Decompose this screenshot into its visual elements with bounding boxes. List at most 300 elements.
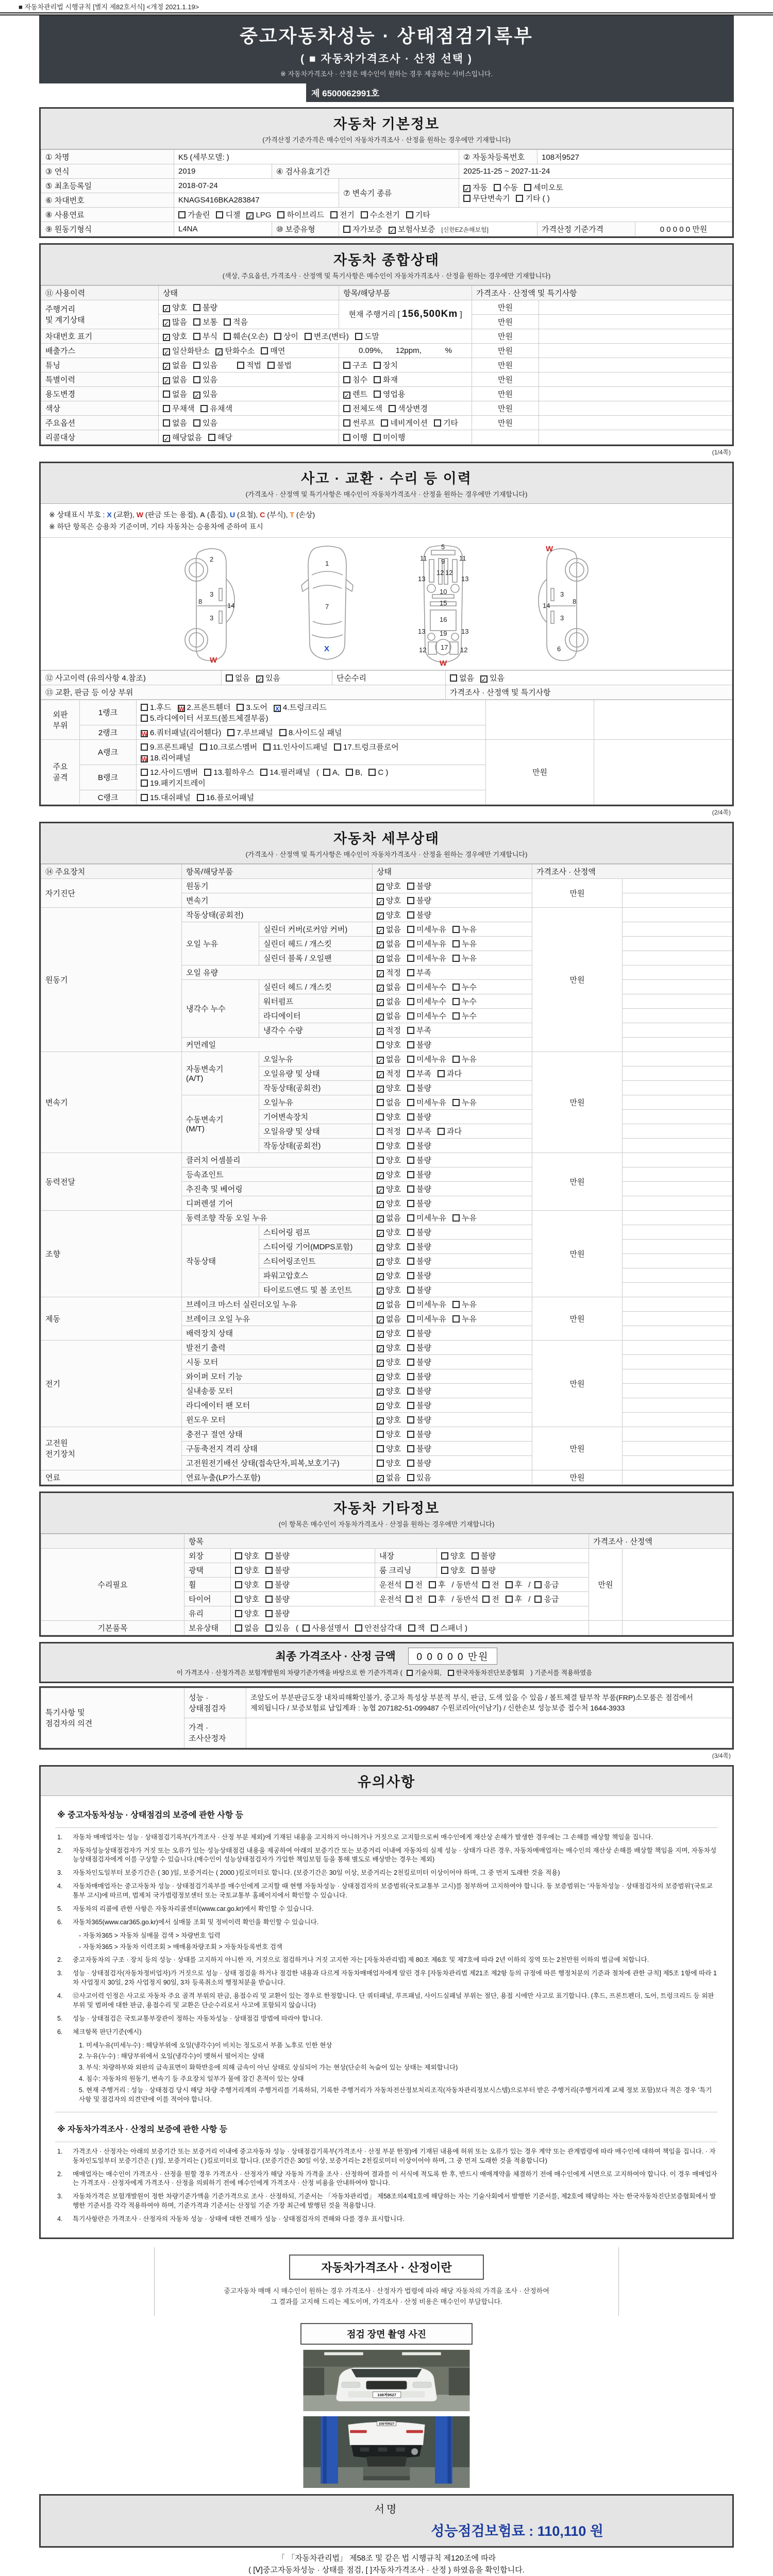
checkbox-label: 있음 (202, 361, 217, 370)
simple-repair-label: 단순수리 (332, 670, 446, 685)
checkbox-option (200, 741, 257, 752)
checkbox[interactable] (431, 1624, 438, 1632)
checkbox[interactable] (407, 1128, 414, 1135)
checkbox-option (524, 182, 563, 193)
checkbox[interactable] (407, 1387, 414, 1395)
checkbox[interactable] (305, 333, 312, 340)
checkbox[interactable] (224, 333, 231, 340)
checkbox[interactable] (452, 984, 460, 991)
checkbox[interactable] (193, 376, 200, 383)
checkbox[interactable] (235, 1581, 242, 1588)
checkbox[interactable] (408, 1624, 415, 1632)
checkbox[interactable] (200, 743, 207, 751)
checkbox-label: 구조 (352, 361, 367, 370)
inline-text: / 동반석 (451, 1595, 479, 1604)
checkbox[interactable] (407, 1243, 414, 1250)
checkbox[interactable] (452, 1012, 460, 1020)
checkbox[interactable]: ✓ (378, 1057, 383, 1064)
checkbox[interactable] (141, 704, 148, 711)
checkbox[interactable] (407, 897, 414, 904)
checkbox[interactable] (141, 743, 148, 751)
checkbox[interactable]: ✓ (378, 1287, 383, 1295)
checkbox[interactable]: ✓ (378, 1172, 383, 1180)
checkbox[interactable] (265, 1624, 273, 1632)
checkbox[interactable] (429, 1581, 436, 1588)
checkbox[interactable] (407, 1113, 414, 1121)
checkbox-label: 안전삼각대 (364, 1623, 402, 1633)
checkbox[interactable] (163, 405, 170, 412)
checkbox[interactable] (407, 1185, 414, 1193)
checkbox[interactable] (208, 434, 215, 441)
checkbox[interactable] (303, 1624, 310, 1632)
checkbox[interactable] (472, 1567, 479, 1574)
checkbox[interactable]: ✓ (378, 912, 383, 920)
checkbox[interactable] (429, 1596, 436, 1603)
checkbox[interactable]: ✓ (378, 1360, 383, 1367)
checkbox[interactable] (407, 1431, 414, 1438)
checkbox[interactable] (389, 405, 396, 412)
checkbox-label: 렌트 (352, 389, 367, 399)
checkbox[interactable] (438, 1070, 445, 1077)
checkbox[interactable]: X (274, 705, 281, 712)
checkbox[interactable]: ✓ (378, 1331, 383, 1338)
checkbox[interactable] (163, 419, 170, 427)
checkbox[interactable] (407, 1402, 414, 1409)
checkbox[interactable] (406, 1596, 413, 1603)
checkbox[interactable] (346, 769, 353, 776)
checkbox-option (377, 981, 401, 992)
checkbox[interactable] (438, 1128, 445, 1135)
checkbox[interactable] (407, 1474, 414, 1481)
checkbox[interactable] (377, 1099, 384, 1106)
checkbox[interactable] (377, 1128, 384, 1135)
checkbox-label: 없음 (459, 673, 474, 683)
checkbox[interactable] (407, 1301, 414, 1308)
col-item-part: 항목/해당부품 (182, 864, 373, 878)
checkbox[interactable]: ✓ (378, 1345, 383, 1353)
checkbox[interactable] (267, 362, 275, 369)
checkbox[interactable] (407, 1214, 414, 1222)
checkbox[interactable]: W (142, 755, 148, 763)
checkbox[interactable] (407, 1012, 414, 1020)
checkbox[interactable]: ✓ (378, 1316, 383, 1324)
checkbox[interactable]: ✓ (481, 675, 487, 683)
checkbox[interactable] (407, 1070, 414, 1077)
checkbox[interactable] (204, 769, 211, 776)
checkbox[interactable] (224, 318, 231, 326)
checkbox[interactable]: ✓ (378, 1028, 383, 1036)
checkbox[interactable] (377, 1445, 384, 1452)
checkbox[interactable]: ✓ (378, 941, 383, 949)
checkbox-label: 4.트렁크리드 (282, 703, 327, 712)
checkbox-label: 불량 (416, 1401, 431, 1410)
checkbox[interactable] (265, 1567, 273, 1574)
checkbox-option (163, 417, 187, 428)
repair-needed-label: 수리필요 (41, 1548, 184, 1620)
checkbox-label: 부식 (202, 332, 217, 341)
checkbox[interactable]: ✓ (164, 305, 170, 313)
checkbox-label: 이행 (352, 433, 367, 442)
checkbox[interactable] (448, 1670, 454, 1676)
checkbox[interactable] (434, 419, 441, 427)
checkbox[interactable]: ✓ (378, 898, 383, 906)
checkbox-label: 불량 (416, 1358, 431, 1367)
checkbox[interactable] (407, 1041, 414, 1048)
checkbox[interactable] (407, 1272, 414, 1279)
rank-label: 1랭크 (80, 700, 137, 725)
checkbox[interactable] (193, 362, 200, 369)
checkbox[interactable] (482, 1596, 490, 1603)
checkbox[interactable] (407, 1416, 414, 1423)
checkbox[interactable] (452, 926, 460, 933)
checkbox-label: 양호 (386, 1271, 401, 1280)
checkbox[interactable] (235, 1624, 242, 1632)
item-label: 광택 (184, 1563, 231, 1577)
checkbox[interactable]: ✓ (378, 1201, 383, 1209)
checkbox[interactable]: ✓ (378, 1086, 383, 1093)
checkbox[interactable] (452, 998, 460, 1005)
checkbox[interactable] (407, 1099, 414, 1106)
final-price-note (41, 1668, 732, 1677)
checkbox[interactable]: ✓ (164, 334, 170, 342)
checkbox[interactable] (407, 1344, 414, 1351)
checkbox[interactable] (178, 211, 186, 218)
checkbox[interactable]: ✓ (378, 956, 383, 963)
checkbox[interactable] (141, 779, 148, 787)
checkbox[interactable]: ✓ (216, 348, 222, 356)
checkbox[interactable] (452, 1056, 460, 1063)
checkbox[interactable]: ✓ (378, 1374, 383, 1382)
checkbox[interactable]: ✓ (378, 1071, 383, 1079)
checkbox[interactable]: ✓ (378, 1259, 383, 1266)
checkbox[interactable] (265, 1610, 273, 1617)
checkbox[interactable]: ✓ (378, 999, 383, 1007)
item-label: 작동상태(공회전) (259, 1080, 373, 1095)
checkbox[interactable] (407, 940, 414, 947)
panel-price-header: 가격조사 · 산정액 및 특기사항 (446, 685, 732, 699)
checkbox[interactable] (407, 984, 414, 991)
svg-text:16: 16 (440, 615, 447, 623)
checkbox[interactable] (407, 1171, 414, 1178)
checkbox-option (343, 388, 367, 399)
sub-group-label: 자동변속기 (A/T) (182, 1052, 259, 1095)
checkbox[interactable] (377, 1460, 384, 1467)
item-label: 유리 (184, 1606, 231, 1620)
checkbox-option (407, 1227, 431, 1238)
checkbox[interactable] (407, 998, 414, 1005)
svg-text:X: X (324, 644, 330, 653)
transmission-options (459, 178, 732, 207)
checkbox[interactable]: ✓ (378, 1475, 383, 1483)
checkbox-label: 색상변경 (397, 404, 428, 413)
checkbox[interactable] (494, 184, 501, 191)
checkbox[interactable] (343, 405, 350, 412)
checkbox[interactable] (407, 1359, 414, 1366)
checkbox[interactable] (377, 1041, 384, 1048)
checkbox[interactable] (163, 391, 170, 398)
row-label: 배출가스 (41, 343, 159, 358)
checkbox[interactable] (374, 391, 381, 398)
checkbox[interactable] (441, 1552, 448, 1560)
checkbox[interactable]: ✓ (378, 985, 383, 992)
checkbox[interactable] (407, 1229, 414, 1236)
checkbox[interactable] (374, 376, 381, 383)
checkbox[interactable] (407, 1084, 414, 1092)
checkbox[interactable]: ✓ (378, 884, 383, 891)
checkbox[interactable] (193, 333, 200, 340)
checkbox[interactable] (343, 226, 350, 233)
item-label: 변속기 (182, 893, 373, 907)
checkbox[interactable] (377, 1157, 384, 1164)
checkbox[interactable] (330, 211, 338, 218)
checkbox-option (377, 1227, 401, 1238)
checkbox[interactable] (407, 1027, 414, 1034)
checkbox[interactable]: ✓ (378, 1388, 383, 1396)
checkbox[interactable] (534, 1581, 542, 1588)
checkbox[interactable]: ✓ (164, 348, 170, 356)
checkbox-option (377, 1342, 401, 1353)
price-cell: 만원 (532, 1210, 623, 1297)
checkbox-option (452, 1313, 477, 1324)
price-cell: 만원 (589, 1548, 623, 1620)
checkbox[interactable] (472, 1552, 479, 1560)
checkbox[interactable] (141, 794, 148, 801)
table-row (41, 415, 732, 430)
col-state: 상태 (373, 864, 532, 878)
checkbox[interactable]: ✓ (378, 1417, 383, 1425)
sub-group-label: 오일 누유 (182, 922, 259, 965)
checkbox[interactable]: ✓ (378, 1187, 383, 1194)
checkbox-label: 양호 (386, 1415, 401, 1425)
checkbox[interactable] (193, 318, 200, 326)
inline-text: ) 기준서를 적용하였음 (530, 1669, 593, 1676)
checkbox[interactable] (265, 1552, 273, 1560)
page-marker-2: (2/4쪽) (712, 808, 731, 816)
checkbox[interactable] (260, 769, 267, 776)
checkbox[interactable] (407, 1200, 414, 1207)
checkbox[interactable] (377, 1113, 384, 1121)
checkbox-label: 양호 (386, 1112, 401, 1122)
checkbox[interactable] (450, 674, 457, 682)
checkbox[interactable] (482, 1581, 490, 1588)
checkbox-label: 불량 (480, 1551, 496, 1561)
checkbox-label: 3.도어 (246, 703, 267, 712)
checkbox[interactable] (193, 304, 200, 311)
label-reg-no: ② 자동차등록번호 (459, 149, 537, 164)
checkbox[interactable]: ✓ (378, 1215, 383, 1223)
checkbox[interactable]: W (178, 705, 184, 713)
checkbox[interactable]: ✓ (164, 319, 170, 327)
checkbox-label: 있음 (202, 418, 217, 428)
checkbox[interactable] (277, 211, 284, 218)
checkbox[interactable]: ✓ (378, 1273, 383, 1281)
checkbox[interactable] (235, 1596, 242, 1603)
col-usage-history: ⑪ 사용이력 (41, 285, 159, 300)
checkbox[interactable]: ✓ (378, 970, 383, 978)
notice-item: 3. 자동차인도일부터 보증기간은 ( 30 )일, 보증거리는 ( 2000 )킬로미터로 합니다. (보증기간은 30일 이상, 보증거리는 2천킬로미터 이상이어야 하며, 그 중 먼저 도래한 것을 적용) (57, 1869, 560, 1877)
definition-body-2: 그 결과를 고지해 드리는 제도이며, 가격조사 · 산정 비용은 매수인이 부담합니다. (271, 2297, 502, 2306)
checkbox[interactable] (235, 1552, 242, 1560)
table-row (41, 739, 732, 765)
checkbox[interactable] (265, 1581, 273, 1588)
checkbox[interactable] (407, 1056, 414, 1063)
checkbox[interactable]: ✓ (378, 927, 383, 935)
checkbox[interactable]: ✓ (378, 1302, 383, 1310)
checkbox-label: 양호 (386, 1343, 401, 1352)
checkbox[interactable] (374, 434, 381, 441)
checkbox[interactable] (323, 769, 330, 776)
checkbox[interactable] (516, 195, 523, 202)
checkbox[interactable]: ✓ (164, 377, 170, 385)
checkbox[interactable] (265, 1596, 273, 1603)
checkbox[interactable] (407, 1315, 414, 1323)
price-cell: 만원 (532, 1153, 623, 1210)
checkbox-option (534, 1579, 559, 1590)
checkbox-option (200, 403, 232, 414)
checkbox[interactable] (406, 1581, 413, 1588)
checkbox[interactable]: ✓ (164, 363, 170, 370)
checkbox-option (197, 792, 254, 803)
checkbox-label: 양호 (386, 1184, 401, 1194)
checkbox[interactable] (452, 940, 460, 947)
checkbox-label: 불량 (274, 1551, 290, 1561)
checkbox[interactable] (506, 1581, 513, 1588)
checkbox[interactable]: ✓ (344, 392, 350, 399)
checkbox[interactable] (407, 1445, 414, 1452)
checkbox[interactable] (227, 729, 234, 736)
checkbox[interactable] (274, 333, 281, 340)
checkbox[interactable]: ✓ (378, 1230, 383, 1238)
checkbox[interactable] (407, 1157, 414, 1164)
svg-text:8: 8 (198, 597, 203, 605)
checkbox-label: 불량 (416, 1112, 431, 1122)
item-label: 기어변속장치 (259, 1109, 373, 1124)
checkbox[interactable] (226, 674, 233, 682)
checkbox[interactable] (381, 419, 388, 427)
checkbox[interactable] (406, 211, 413, 218)
notice-item: 4. ⑫사고이력 인정은 사고로 자동차 주요 골격 부위의 판금, 용접수리 및 교환이 있는 경우로 한정합니다. 단 쿼터패널, 루프패널, 사이드실패널 부위는 절단, 용접 시에만 사고로 표기합니다. (후드, 프론트펜더, 도어, 트렁크리드 등 외판 부위 및 범퍼에 대한 판금, 용접수리 및 교환은 단순수리로서 사고에 포함되지 않습니다) (57, 1992, 714, 2009)
checkbox[interactable] (355, 333, 362, 340)
checkbox[interactable] (235, 1610, 242, 1617)
checkbox[interactable] (334, 743, 341, 751)
checkbox[interactable] (141, 769, 148, 776)
checkbox-option (163, 345, 209, 356)
checkbox[interactable]: ✓ (378, 1244, 383, 1252)
checkbox[interactable]: ✓ (378, 1403, 383, 1411)
checkbox-label: 과다 (446, 1069, 462, 1078)
checkbox-label: 가솔린 (188, 210, 210, 219)
checkbox[interactable] (279, 729, 287, 736)
checkbox[interactable] (237, 704, 244, 711)
checkbox[interactable] (343, 362, 350, 369)
checkbox[interactable] (452, 1301, 460, 1308)
checkbox[interactable] (407, 969, 414, 976)
checkbox[interactable] (374, 362, 381, 369)
checkbox[interactable]: ✓ (464, 185, 470, 193)
checkbox[interactable] (193, 419, 200, 427)
checkbox[interactable] (377, 1431, 384, 1438)
checkbox[interactable] (235, 1567, 242, 1574)
checkbox[interactable] (261, 347, 268, 354)
checkbox-label: 미세누유 (416, 1300, 446, 1309)
overall-condition-block (39, 243, 734, 446)
checkbox[interactable] (237, 362, 244, 369)
checkbox[interactable] (407, 1258, 414, 1265)
checkbox[interactable] (368, 769, 376, 776)
checkbox[interactable] (355, 1624, 362, 1632)
other-note: (이 항목은 매수인이 자동차가격조사 · 산정을 원하는 경우에만 기재합니다) (278, 1520, 495, 1528)
checkbox[interactable] (216, 211, 223, 218)
checkbox[interactable] (197, 794, 204, 801)
checkbox[interactable] (343, 376, 350, 383)
checkbox[interactable] (361, 211, 368, 218)
checkbox-option (377, 1270, 401, 1281)
checkbox[interactable] (407, 1142, 414, 1149)
checkbox[interactable] (452, 955, 460, 962)
checkbox-option (235, 1622, 259, 1633)
checkbox[interactable] (407, 1670, 413, 1676)
checkbox[interactable]: ✓ (257, 675, 263, 683)
checkbox[interactable] (343, 419, 350, 427)
checkbox[interactable] (407, 1460, 414, 1467)
notice-item: 6. 체크항목 판단기준(예시) (57, 2028, 142, 2036)
checkbox[interactable] (407, 1286, 414, 1294)
checkbox[interactable]: ✓ (389, 227, 395, 234)
checkbox[interactable] (452, 1099, 460, 1106)
checkbox-label: 양호 (386, 1386, 401, 1396)
checkbox-label: 양호 (172, 332, 187, 341)
checkbox[interactable] (407, 1330, 414, 1337)
checkbox[interactable] (263, 743, 271, 751)
checkbox-option (407, 1443, 431, 1454)
checkbox[interactable] (441, 1567, 448, 1574)
checkbox[interactable] (524, 184, 531, 191)
checkbox[interactable]: ✓ (194, 392, 200, 399)
checkbox[interactable]: ✓ (247, 212, 253, 220)
checkbox-label: 누유 (461, 925, 477, 934)
checkbox[interactable] (407, 911, 414, 919)
checkbox[interactable] (452, 1214, 460, 1222)
checkbox-label: 미세누유 (416, 1213, 446, 1223)
checkbox-label: 미세누유 (416, 925, 446, 934)
checkbox-label: 1.후드 (150, 703, 172, 712)
checkbox[interactable] (377, 1142, 384, 1149)
checkbox-label: 전 (492, 1580, 499, 1589)
checkbox[interactable] (534, 1596, 542, 1603)
item-label: 실린더 헤드 / 개스킷 (259, 979, 373, 994)
device-label: 전기 (41, 1340, 182, 1427)
checkbox[interactable] (463, 195, 470, 202)
checkbox-option (343, 417, 375, 428)
checkbox[interactable] (343, 434, 350, 441)
checkbox[interactable]: ✓ (378, 1013, 383, 1021)
checkbox[interactable] (506, 1596, 513, 1603)
checkbox-label: 미세누유 (416, 1314, 446, 1324)
checkbox[interactable]: ✓ (164, 435, 170, 443)
checkbox[interactable]: W (142, 730, 148, 738)
device-label: 변속기 (41, 1052, 182, 1153)
checkbox-label: 적음 (232, 317, 248, 327)
checkbox[interactable] (200, 405, 208, 412)
checkbox[interactable] (407, 883, 414, 890)
checkbox[interactable] (452, 1315, 460, 1323)
item-label: 브레이크 오일 누유 (182, 1311, 373, 1326)
checkbox[interactable] (141, 715, 148, 722)
checkbox[interactable] (407, 955, 414, 962)
checkbox[interactable] (407, 1373, 414, 1380)
label-base-price: 가격산정 기준가격 (537, 222, 635, 236)
checkbox[interactable] (407, 926, 414, 933)
